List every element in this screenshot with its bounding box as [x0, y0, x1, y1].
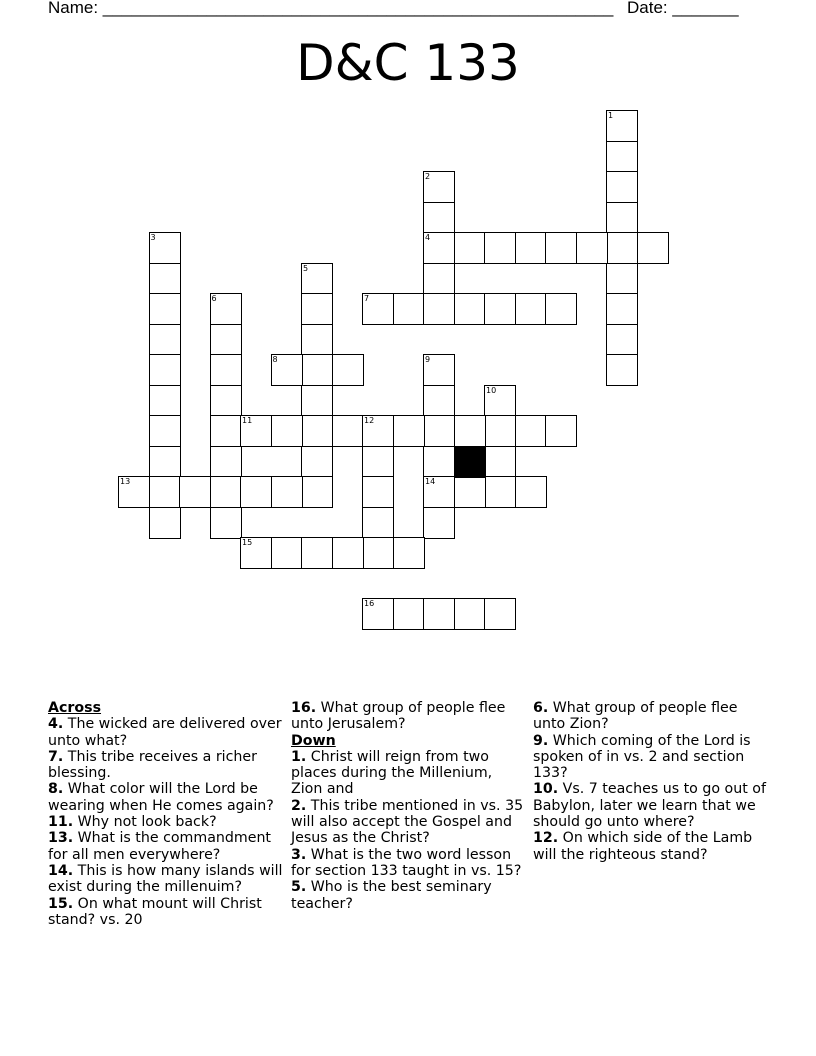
across-clue-11: 11. Why not look back?: [48, 814, 217, 831]
name-field: Name: ______________________________________________________: [48, 0, 614, 17]
grid-cell[interactable]: [118, 476, 150, 508]
clue-number: 13: [120, 477, 131, 486]
grid-cell[interactable]: [515, 476, 547, 508]
grid-cell[interactable]: [362, 415, 394, 447]
clue-number: 3: [150, 233, 156, 242]
grid-cell[interactable]: [210, 476, 242, 508]
grid-cell[interactable]: [393, 598, 425, 630]
down-clue-1: 1. Christ will reign from two places during the Millenium, Zion and: [291, 748, 493, 798]
grid-cell[interactable]: [393, 537, 425, 569]
clue-number: 12: [364, 416, 375, 425]
grid-cell[interactable]: [149, 446, 181, 478]
date-field: Date: _______: [627, 0, 739, 17]
grid-cell[interactable]: [393, 415, 425, 447]
down-clue-2: 2. This tribe mentioned in vs. 35 will also accept the Gospel and Jesus as the Christ?: [291, 797, 524, 847]
down-clue-10: 10. Vs. 7 teaches us to go out of Babylon, later we learn that we should go unto where?: [533, 781, 766, 831]
across-clue-4: 4. The wicked are delivered over unto what?: [48, 716, 282, 749]
down-clue-9: 9. Which coming of the Lord is spoken of in vs. 2 and section 133?: [533, 732, 751, 782]
grid-cell[interactable]: [454, 598, 486, 630]
grid-cell[interactable]: [332, 537, 364, 569]
grid-cell[interactable]: [484, 385, 516, 417]
grid-cell[interactable]: [423, 385, 455, 417]
grid-cell[interactable]: [362, 446, 394, 478]
clues-column-1: [48, 700, 283, 928]
grid-cell[interactable]: [423, 202, 455, 234]
grid-cell[interactable]: [332, 354, 364, 386]
grid-cell[interactable]: [301, 263, 333, 295]
grid-cell[interactable]: [301, 415, 333, 447]
grid-cell[interactable]: [545, 293, 577, 325]
grid-cell[interactable]: [606, 202, 638, 234]
grid-cell[interactable]: [606, 110, 638, 142]
grid-cell[interactable]: [210, 415, 242, 447]
grid-cell[interactable]: [484, 232, 516, 264]
grid-cell[interactable]: [423, 263, 455, 295]
grid-cell[interactable]: [210, 354, 242, 386]
grid-cell[interactable]: [362, 507, 394, 539]
down-clue-3: 3. What is the two word lesson for section 133 taught in vs. 15?: [291, 846, 522, 879]
grid-cell[interactable]: [271, 354, 303, 386]
grid-cell[interactable]: [240, 537, 272, 569]
grid-cell[interactable]: [545, 232, 577, 264]
grid-cell[interactable]: [271, 476, 303, 508]
grid-cell[interactable]: [210, 324, 242, 356]
across-clue-14: 14. This is how many islands will exist during the millenuim?: [48, 862, 283, 896]
grid-cell[interactable]: [484, 598, 516, 630]
clue-number: 8: [272, 355, 278, 364]
grid-cell[interactable]: [393, 293, 425, 325]
down-clue-5: 5. Who is the best seminary teacher?: [291, 879, 492, 912]
grid-cell[interactable]: [210, 385, 242, 417]
grid-cell[interactable]: [210, 507, 242, 539]
grid-cell[interactable]: [362, 537, 394, 569]
grid-cell[interactable]: [515, 415, 547, 447]
grid-cell[interactable]: [423, 507, 455, 539]
grid-cell[interactable]: [149, 263, 181, 295]
clue-number: 4: [425, 233, 431, 242]
grid-cell[interactable]: [149, 324, 181, 356]
grid-cell[interactable]: [545, 415, 577, 447]
grid-cell[interactable]: [301, 537, 333, 569]
clue-number: 5: [303, 263, 309, 273]
clue-number: 7: [364, 294, 370, 303]
grid-cell[interactable]: [606, 354, 638, 386]
across-clue-8: 8. What color will the Lord be wearing when He comes again?: [48, 781, 274, 814]
down-clue-12: 12. On which side of the Lamb will the righteous stand?: [533, 830, 753, 863]
grid-cell[interactable]: [423, 232, 455, 264]
clue-number: 11: [242, 416, 253, 425]
clue-number: 1: [608, 111, 614, 120]
clue-number: 6: [211, 294, 217, 303]
across-heading: Across: [48, 700, 102, 716]
black-square: [454, 446, 486, 478]
grid-cell[interactable]: [454, 415, 486, 447]
puzzle-title: D&C 133: [296, 34, 520, 92]
clue-number: 15: [242, 538, 253, 547]
grid-cell[interactable]: [423, 354, 455, 386]
clue-number: 14: [425, 477, 436, 486]
grid-cell[interactable]: [454, 293, 486, 325]
grid-cell[interactable]: [454, 476, 486, 508]
grid-cell[interactable]: [484, 446, 516, 478]
grid-cell[interactable]: [423, 446, 455, 478]
clue-number: 9: [425, 355, 431, 364]
grid-cell[interactable]: [149, 507, 181, 539]
grid-cell[interactable]: [423, 476, 455, 508]
grid-cell[interactable]: [149, 293, 181, 325]
grid-cell[interactable]: [606, 232, 638, 264]
grid-cell[interactable]: [271, 537, 303, 569]
grid-cell[interactable]: [301, 293, 333, 325]
grid-cell[interactable]: [301, 446, 333, 478]
grid-cell[interactable]: [149, 232, 181, 264]
grid-cell[interactable]: [332, 415, 364, 447]
clues-column-2: [291, 700, 526, 912]
clue-number: 16: [364, 599, 375, 608]
clue-number: 10: [486, 385, 497, 395]
grid-cell[interactable]: [362, 476, 394, 508]
grid-cell[interactable]: [606, 171, 638, 203]
down-clue-6: 6. What group of people flee unto Zion?: [533, 700, 738, 733]
grid-cell[interactable]: [362, 293, 394, 325]
grid-cell[interactable]: [606, 324, 638, 356]
grid-cell[interactable]: [210, 446, 242, 478]
grid-cell[interactable]: [484, 415, 516, 447]
grid-cell[interactable]: [454, 232, 486, 264]
across-clue-7: 7. This tribe receives a richer blessing.: [48, 748, 257, 782]
grid-cell[interactable]: [301, 385, 333, 417]
grid-cell[interactable]: [149, 354, 181, 386]
grid-cell[interactable]: [423, 171, 455, 203]
grid-cell[interactable]: [210, 293, 242, 325]
grid-cell[interactable]: [301, 324, 333, 356]
grid-cell[interactable]: [271, 415, 303, 447]
grid-cell[interactable]: [149, 385, 181, 417]
grid-cell[interactable]: [606, 293, 638, 325]
grid-cell[interactable]: [149, 476, 181, 508]
grid-cell[interactable]: [423, 415, 455, 447]
grid-cell[interactable]: [606, 263, 638, 295]
grid-cell[interactable]: [240, 415, 272, 447]
grid-cell[interactable]: [423, 598, 455, 630]
grid-cell[interactable]: [423, 293, 455, 325]
grid-cell[interactable]: [301, 354, 333, 386]
grid-cell[interactable]: [240, 476, 272, 508]
clue-number: 2: [425, 172, 431, 181]
grid-cell[interactable]: [149, 415, 181, 447]
grid-cell[interactable]: [484, 293, 516, 325]
grid-cell[interactable]: [362, 598, 394, 630]
across-clue-16: 16. What group of people flee unto Jerusalem?: [291, 700, 506, 733]
grid-cell[interactable]: [301, 476, 333, 508]
grid-cell[interactable]: [515, 232, 547, 264]
grid-cell[interactable]: [576, 232, 608, 264]
down-heading: Down: [291, 732, 336, 749]
grid-cell[interactable]: [179, 476, 211, 508]
grid-cell[interactable]: [484, 476, 516, 508]
grid-cell[interactable]: [606, 141, 638, 173]
grid-cell[interactable]: [637, 232, 669, 264]
clues-column-3: [533, 700, 773, 863]
across-clue-15: 15. On what mount will Christ stand? vs. 20: [48, 895, 262, 928]
across-clue-13: 13. What is the commandment for all men everywhere?: [48, 830, 271, 863]
grid-cell[interactable]: [515, 293, 547, 325]
